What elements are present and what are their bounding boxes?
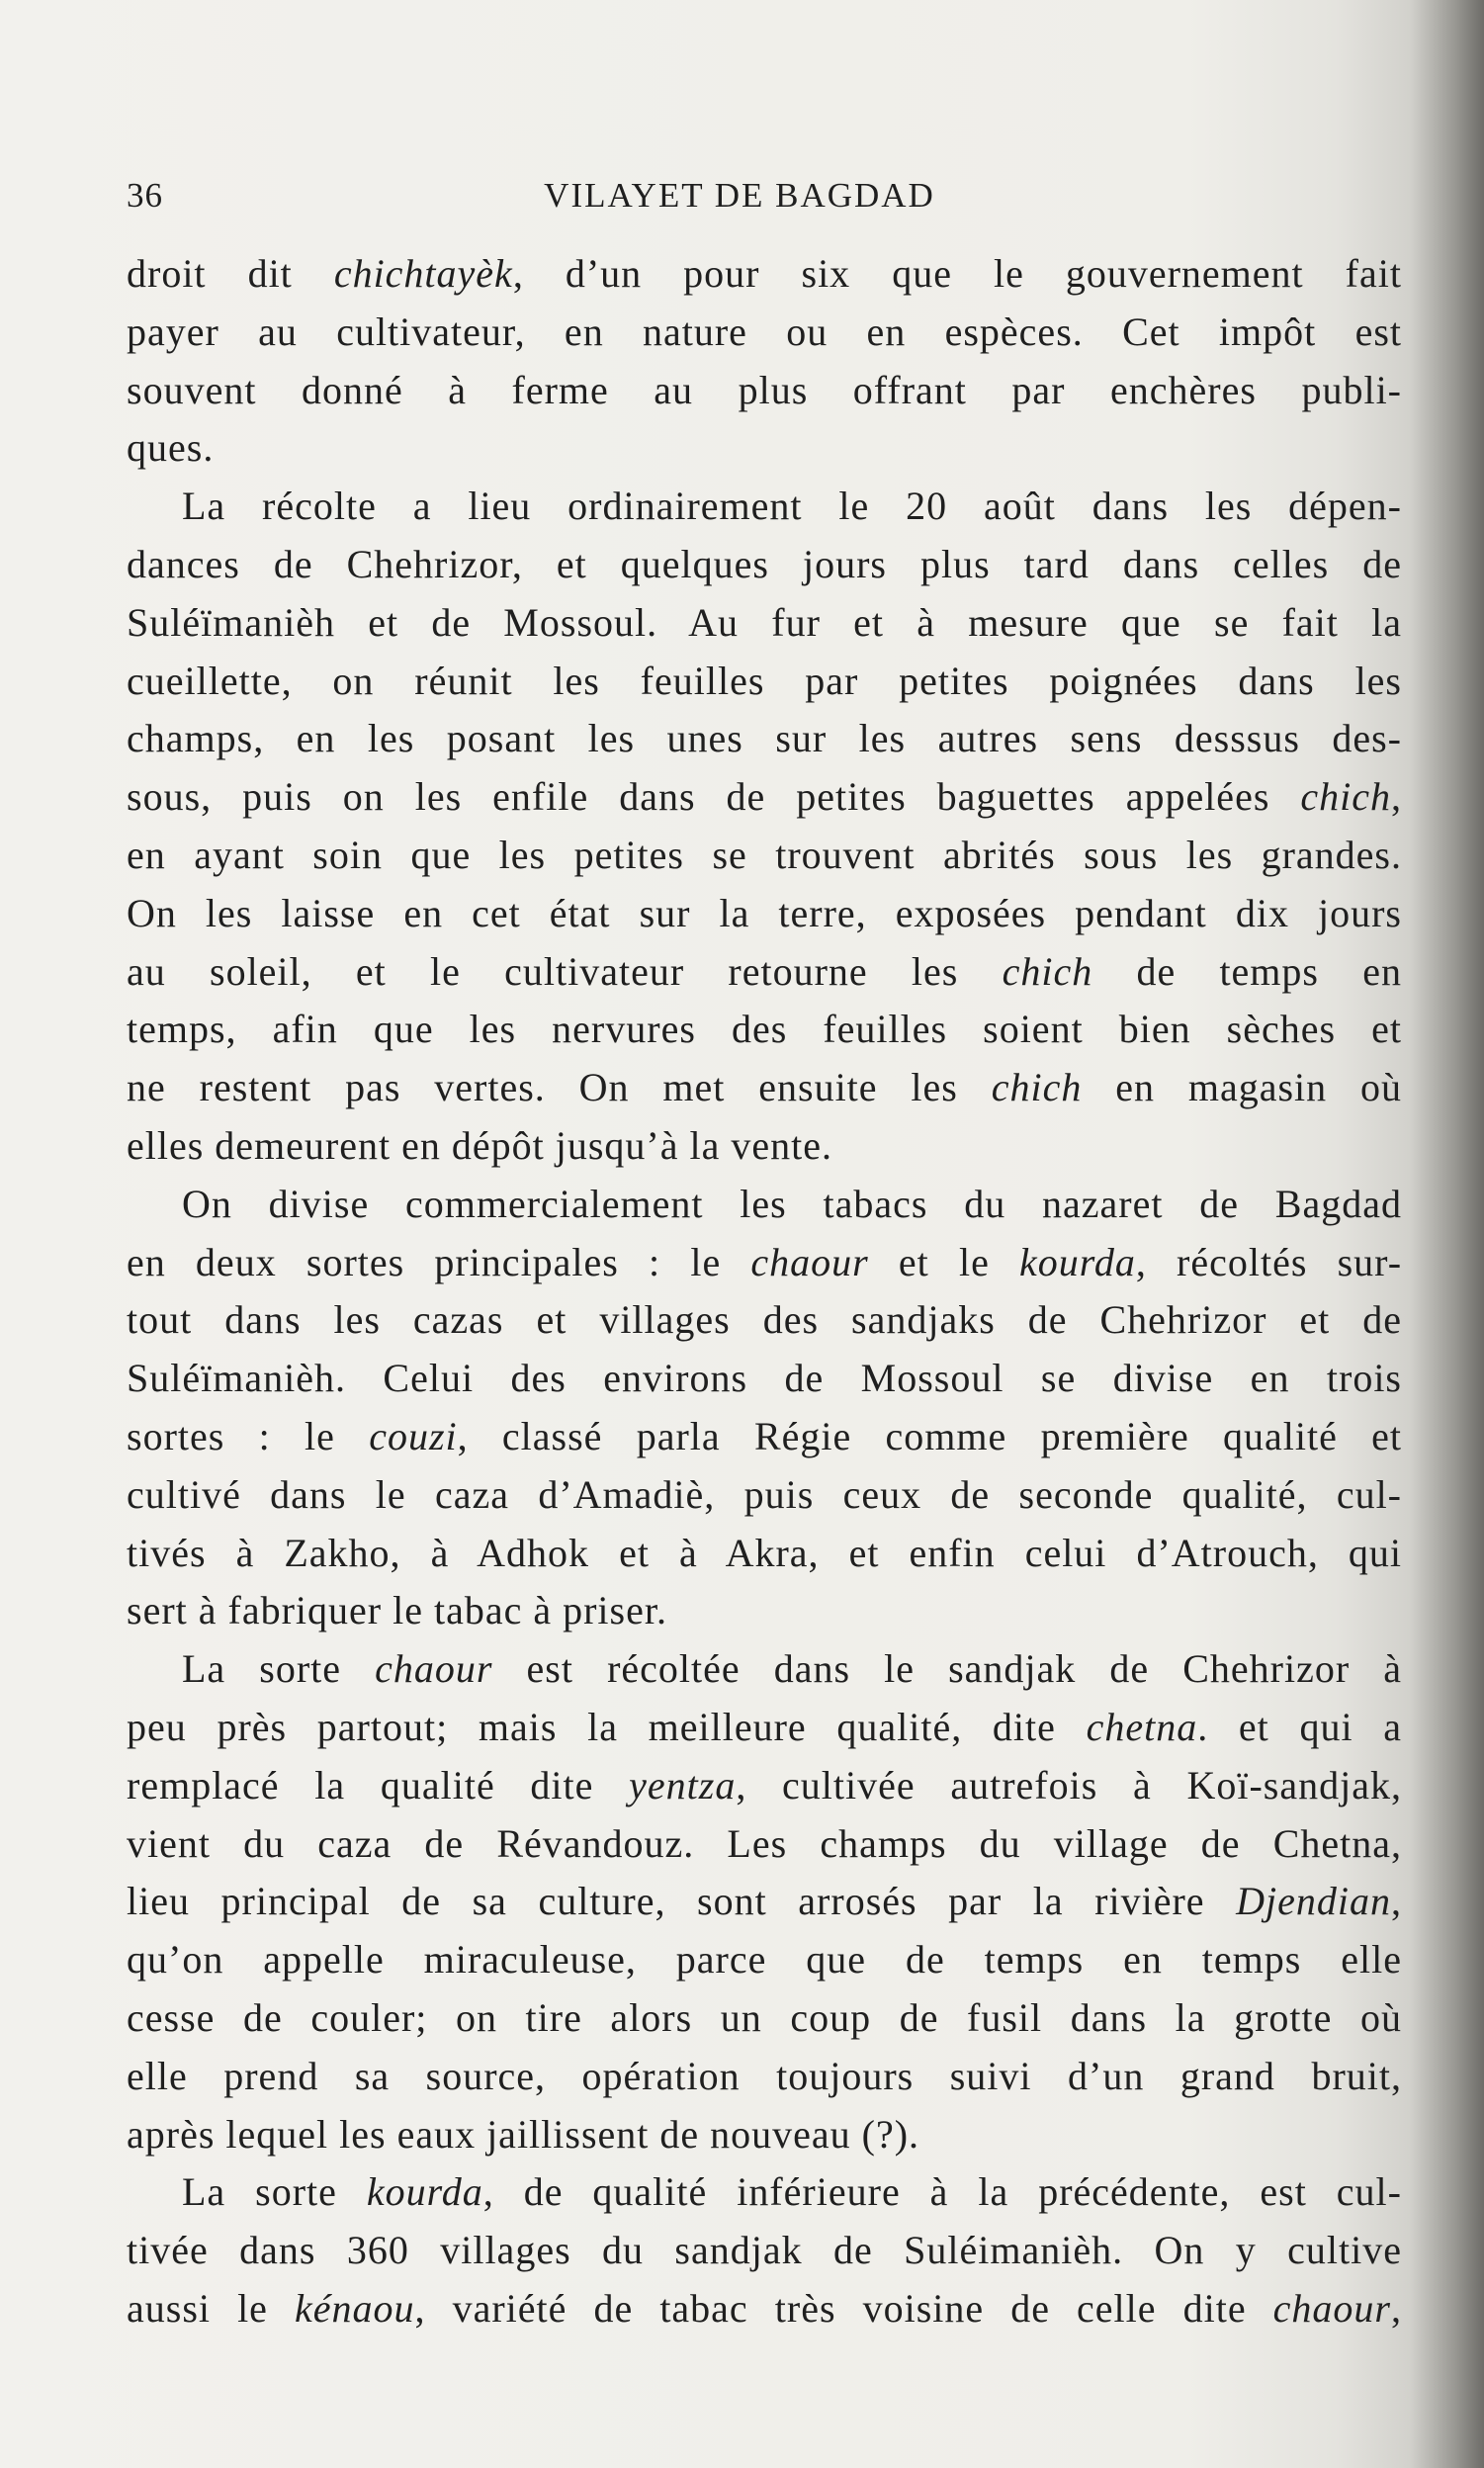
- text-run: cueillette, on réunit les feuilles par petites poignées dans les: [127, 658, 1402, 703]
- text-line: [127, 1757, 1402, 1815]
- text-run: sert à fabriquer le tabac à priser.: [127, 1588, 667, 1633]
- text-run: sortes : le: [127, 1413, 370, 1458]
- text-line: [127, 362, 1402, 420]
- text-run: ,: [1391, 1879, 1402, 1924]
- text-line: [127, 653, 1402, 711]
- text-line: [127, 827, 1402, 885]
- text-line: [127, 1176, 1402, 1234]
- text-line: [127, 1525, 1402, 1583]
- text-run: en deux sortes principales : le: [127, 1239, 751, 1284]
- text-run: elles demeurent en dépôt jusqu’à la vente.: [127, 1122, 832, 1168]
- text-line: [127, 1408, 1402, 1466]
- text-run: aussi le: [127, 2285, 296, 2331]
- text-line: [127, 304, 1402, 362]
- text-line: [127, 1350, 1402, 1408]
- italic-term: Djendian: [1236, 1879, 1391, 1924]
- running-head: VILAYET DE BAGDAD: [544, 176, 935, 215]
- text-line: [127, 1001, 1402, 1059]
- text-line: [127, 1931, 1402, 1989]
- italic-term: chaour: [750, 1239, 869, 1284]
- italic-term: chich: [1002, 948, 1093, 994]
- text-run: qu’on appelle miraculeuse, parce que de temps en temps elle: [127, 1937, 1402, 1983]
- text-line: [127, 419, 1402, 478]
- text-run: ques.: [127, 425, 215, 471]
- text-run: tivés à Zakho, à Adhok et à Akra, et enfin celui d’Atrouch, qui: [127, 1530, 1402, 1575]
- text-run: souvent donné à ferme au plus offrant par enchères publi-: [127, 367, 1402, 412]
- text-run: en magasin où: [1082, 1065, 1402, 1110]
- text-line: [127, 2106, 1402, 2164]
- italic-term: chaour: [375, 1646, 493, 1692]
- text-line: [127, 768, 1402, 827]
- text-run: On divise commercialement les tabacs du nazaret de Bagdad: [182, 1181, 1402, 1226]
- text-line: [127, 1640, 1402, 1699]
- text-run: dances de Chehrizor, et quelques jours plus tard dans celles de: [127, 541, 1402, 586]
- text-run: au soleil, et le cultivateur retourne les: [127, 948, 1003, 994]
- text-run: en ayant soin que les petites se trouvent abrités sous les grandes.: [127, 832, 1402, 877]
- text-run: et le: [868, 1239, 1020, 1284]
- text-run: vient du caza de Révandouz. Les champs du village de Chetna,: [127, 1820, 1402, 1866]
- text-line: [127, 1234, 1402, 1292]
- text-run: ,: [1391, 774, 1402, 820]
- text-run: tout dans les cazas et villages des sandjaks de Chehrizor et de: [127, 1297, 1402, 1343]
- italic-term: chichtayèk: [333, 251, 513, 296]
- text-line: [127, 1582, 1402, 1640]
- text-line: [127, 710, 1402, 768]
- text-run: , classé parla Régie comme première qualité et: [457, 1413, 1402, 1458]
- italic-term: chaour: [1272, 2285, 1391, 2331]
- text-line: [127, 943, 1402, 1002]
- text-line: [127, 1291, 1402, 1350]
- italic-term: yentza: [629, 1762, 737, 1807]
- text-run: ,: [1391, 2285, 1402, 2331]
- text-run: elle prend sa source, opération toujours suivi d’un grand bruit,: [127, 2053, 1402, 2098]
- text-line: [127, 536, 1402, 594]
- text-run: ne restent pas vertes. On met ensuite les: [127, 1065, 992, 1110]
- italic-term: kénaou: [295, 2285, 415, 2331]
- text-line: [127, 885, 1402, 943]
- text-run: après lequel les eaux jaillissent de nouveau (?).: [127, 2111, 920, 2157]
- text-run: , de qualité inférieure à la précédente, est cul-: [482, 2169, 1402, 2215]
- text-run: droit dit: [127, 251, 334, 296]
- italic-term: kourda: [366, 2169, 483, 2215]
- page-header: [127, 176, 1400, 225]
- text-run: payer au cultivateur, en nature ou en espèces. Cet impôt est: [127, 308, 1402, 354]
- text-line: [127, 245, 1402, 304]
- text-run: Suléïmanièh et de Mossoul. Au fur et à mesure que se fait la: [127, 599, 1402, 645]
- text-run: cesse de couler; on tire alors un coup de fusil dans la grotte où: [127, 1994, 1402, 2040]
- text-line: [127, 1466, 1402, 1525]
- text-line: [127, 594, 1402, 653]
- text-line: [127, 2163, 1402, 2222]
- text-line: [127, 1117, 1402, 1176]
- text-run: est récoltée dans le sandjak de Chehrizor à: [492, 1646, 1402, 1692]
- text-run: , d’un pour six que le gouvernement fait: [512, 251, 1402, 296]
- text-run: peu près partout; mais la meilleure qualité, dite: [127, 1704, 1087, 1749]
- text-line: [127, 478, 1402, 536]
- text-line: [127, 1815, 1402, 1874]
- text-line: [127, 1699, 1402, 1757]
- text-run: sous, puis on les enfile dans de petites baguettes appelées: [127, 774, 1301, 820]
- italic-term: chich: [991, 1065, 1083, 1110]
- text-run: La récolte a lieu ordinairement le 20 août dans les dépen-: [182, 484, 1402, 529]
- text-run: tivée dans 360 villages du sandjak de Suléimanièh. On y cultive: [127, 2228, 1402, 2273]
- text-run: Suléïmanièh. Celui des environs de Mossoul se divise en trois: [127, 1356, 1402, 1401]
- text-run: temps, afin que les nervures des feuilles soient bien sèches et: [127, 1007, 1402, 1052]
- page-number: 36: [127, 176, 163, 215]
- text-line: [127, 1059, 1402, 1117]
- text-run: lieu principal de sa culture, sont arrosés par la rivière: [127, 1879, 1237, 1924]
- text-run: On les laisse en cet état sur la terre, exposées pendant dix jours: [127, 890, 1402, 935]
- body-text: [127, 245, 1402, 2338]
- text-line: [127, 1989, 1402, 2048]
- text-run: La sorte: [182, 2169, 367, 2215]
- text-line: [127, 1873, 1402, 1931]
- text-line: [127, 2280, 1402, 2338]
- text-run: remplacé la qualité dite: [127, 1762, 630, 1807]
- italic-term: couzi: [369, 1413, 458, 1458]
- italic-term: chich: [1300, 774, 1391, 820]
- text-line: [127, 2222, 1402, 2280]
- text-run: de temps en: [1092, 948, 1402, 994]
- text-run: champs, en les posant les unes sur les autres sens desssus des-: [127, 716, 1402, 761]
- italic-term: kourda: [1019, 1239, 1136, 1284]
- text-line: [127, 2048, 1402, 2106]
- text-run: cultivé dans le caza d’Amadiè, puis ceux de seconde qualité, cul-: [127, 1471, 1402, 1517]
- text-run: , cultivée autrefois à Koï-sandjak,: [736, 1762, 1402, 1807]
- text-run: , récoltés sur-: [1135, 1239, 1403, 1284]
- italic-term: chetna: [1086, 1704, 1198, 1749]
- text-run: , variété de tabac très voisine de celle dite: [414, 2285, 1273, 2331]
- text-run: . et qui a: [1197, 1704, 1402, 1749]
- text-run: La sorte: [182, 1646, 376, 1692]
